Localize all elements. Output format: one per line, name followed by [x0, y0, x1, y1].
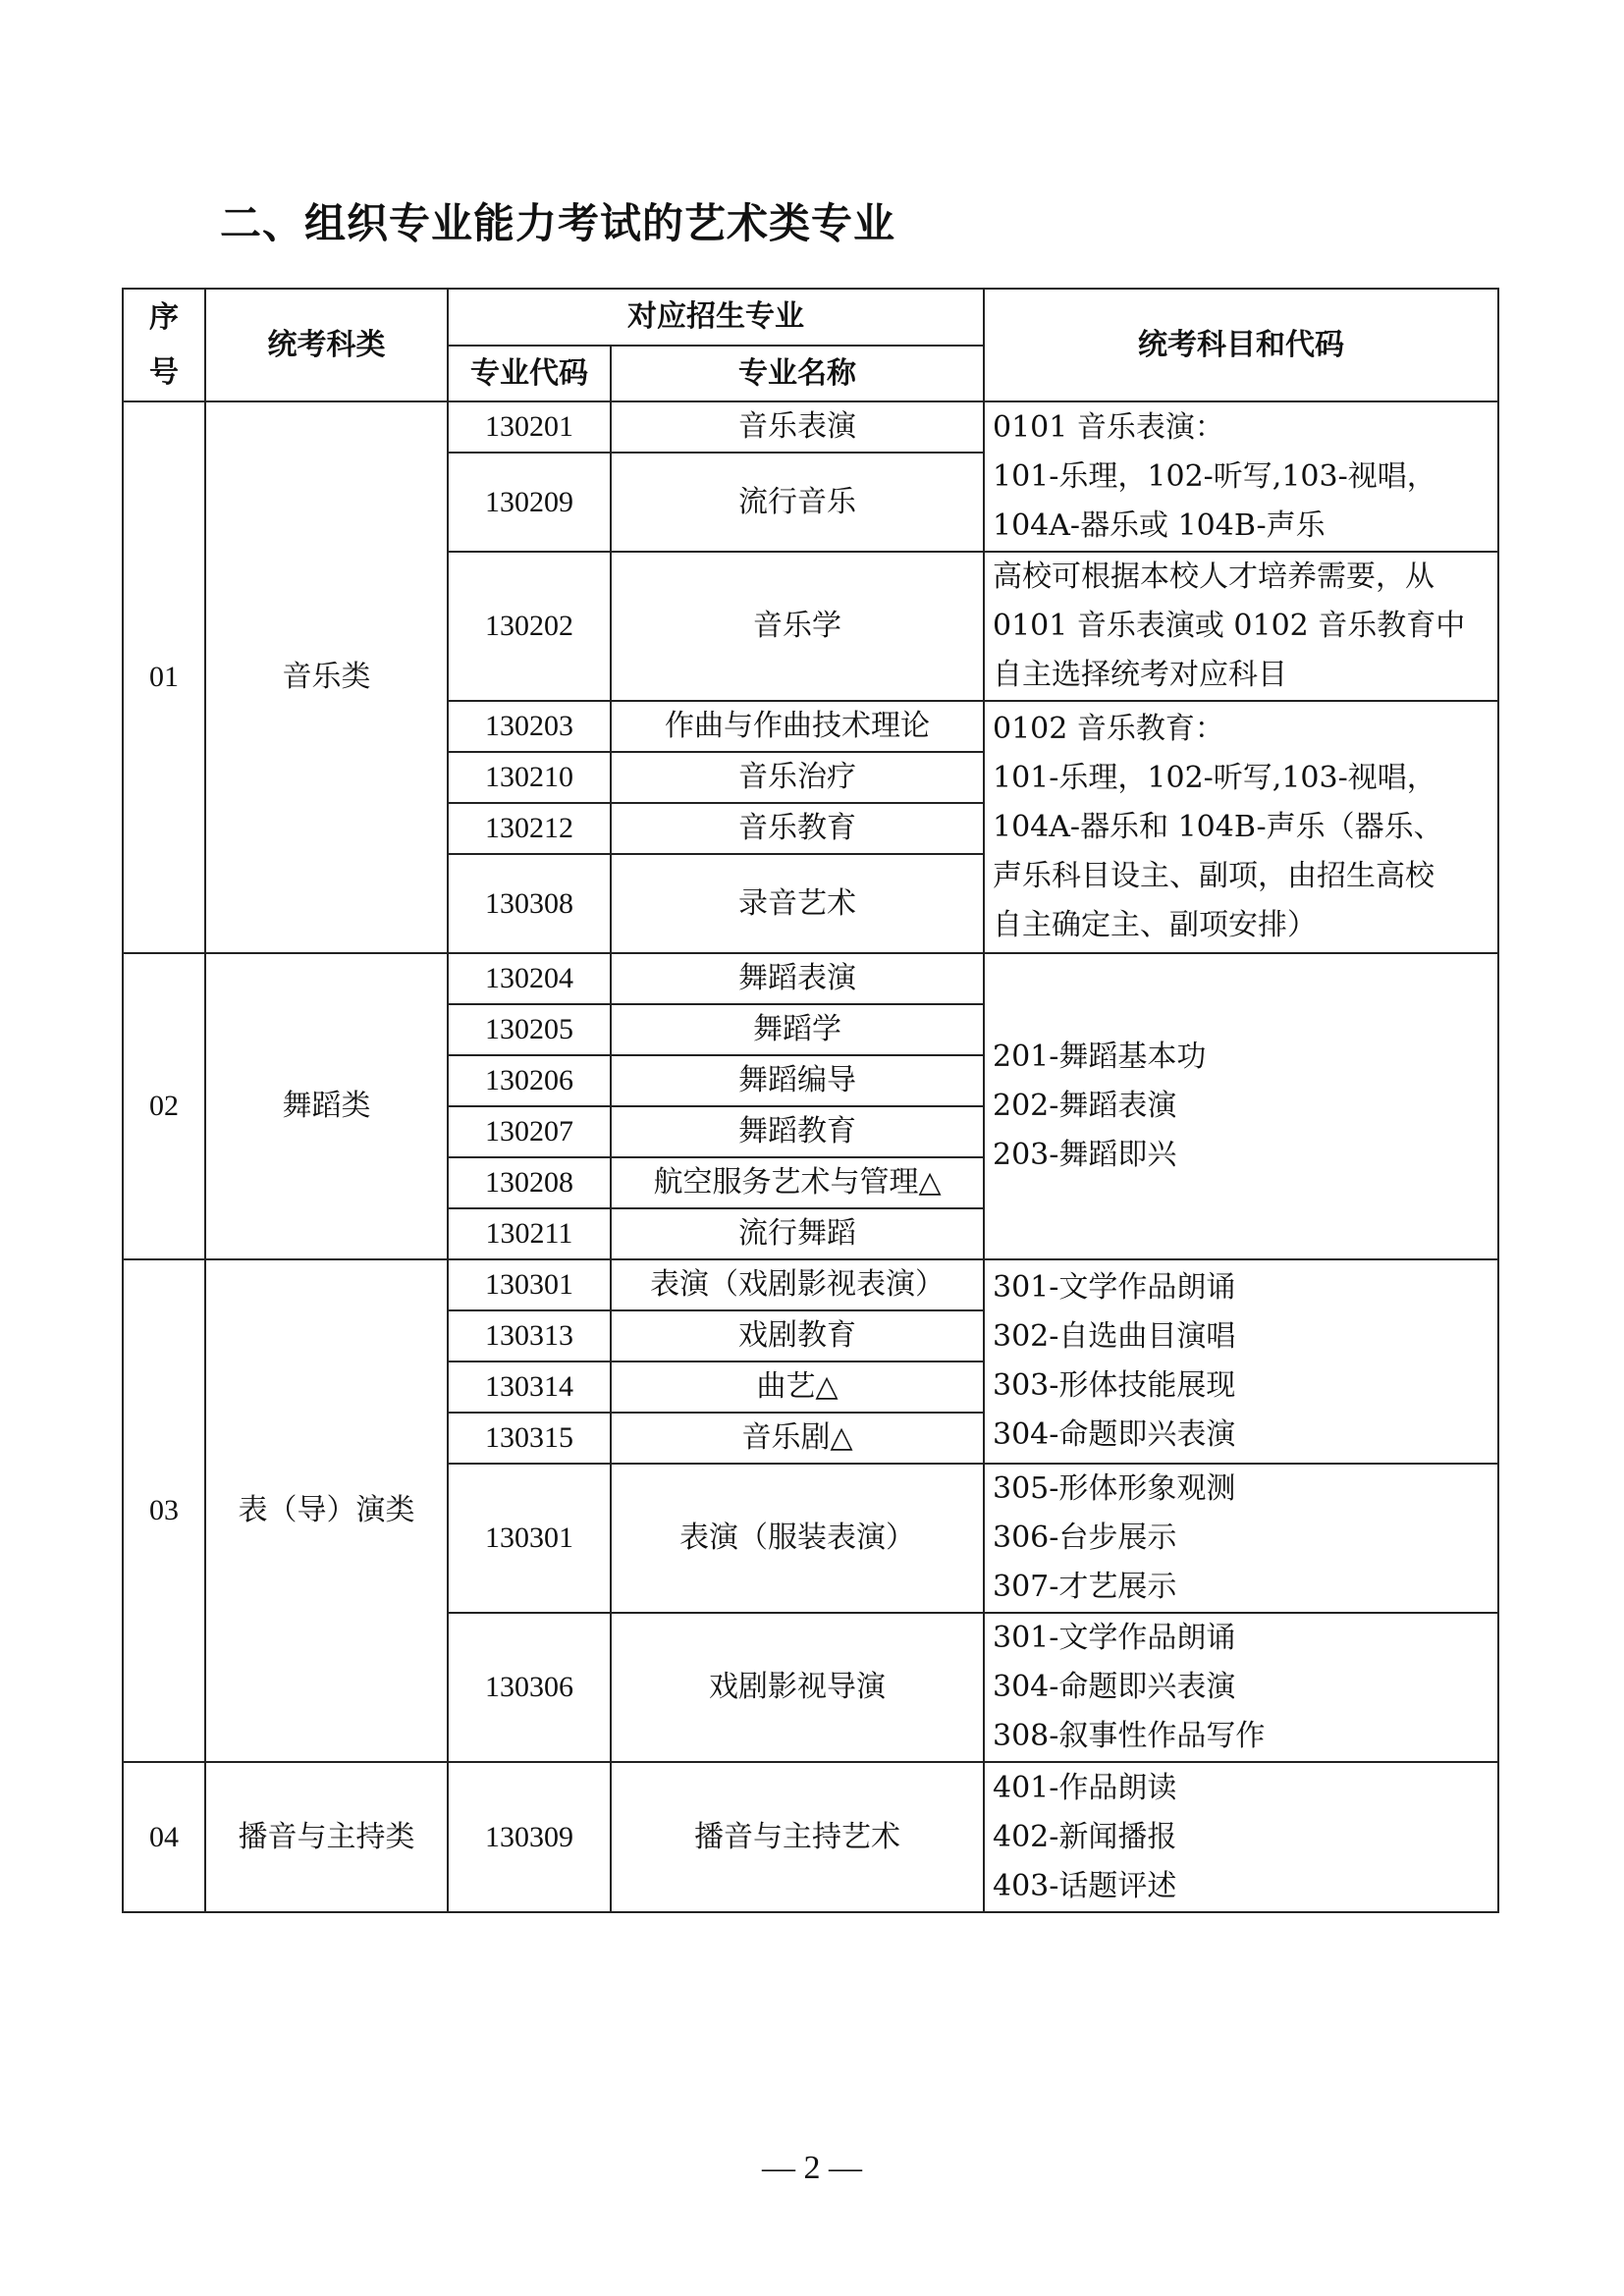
major-code: 130211 [448, 1208, 611, 1259]
subject-line: 202-舞蹈表演 [993, 1089, 1177, 1123]
art-majors-table [122, 288, 1499, 1913]
major-code: 130208 [448, 1157, 611, 1208]
subject-block [984, 1464, 1498, 1613]
major-name: 曲艺△ [611, 1362, 984, 1413]
category-name: 播音与主持类 [205, 1762, 448, 1912]
subject-line: 401-作品朗读 [993, 1770, 1177, 1805]
header-major-name: 专业名称 [611, 346, 984, 401]
subject-block [984, 552, 1498, 701]
table-row [123, 401, 1498, 453]
major-name: 播音与主持艺术 [611, 1762, 984, 1912]
category-name: 舞蹈类 [205, 953, 448, 1259]
major-name: 戏剧影视导演 [611, 1613, 984, 1762]
header-major-code: 专业代码 [448, 346, 611, 401]
subject-block [984, 953, 1498, 1259]
header-major-group: 对应招生专业 [448, 289, 984, 346]
major-name: 舞蹈学 [611, 1004, 984, 1055]
subject-block [984, 1613, 1498, 1762]
major-name: 音乐学 [611, 552, 984, 701]
major-name: 流行舞蹈 [611, 1208, 984, 1259]
subject-line: 101-乐理，102-听写,103-视唱， [993, 458, 1436, 494]
major-code: 130301 [448, 1259, 611, 1310]
subject-block [984, 1762, 1498, 1912]
subject-line: 304-命题即兴表演 [993, 1417, 1236, 1452]
subject-block [984, 1259, 1498, 1464]
major-code: 130209 [448, 453, 611, 552]
major-code: 130202 [448, 552, 611, 701]
subject-line: 301-文学作品朗诵 [993, 1270, 1236, 1305]
section-heading: 二、组织专业能力考试的艺术类专业 [220, 199, 896, 247]
major-code: 130212 [448, 803, 611, 854]
major-name: 录音艺术 [611, 854, 984, 953]
major-name: 音乐教育 [611, 803, 984, 854]
category-seq: 03 [123, 1259, 205, 1762]
major-code: 130301 [448, 1464, 611, 1613]
major-code: 130313 [448, 1310, 611, 1362]
major-name: 音乐表演 [611, 401, 984, 453]
major-name: 流行音乐 [611, 453, 984, 552]
subject-line: 0101 音乐表演： [993, 409, 1224, 445]
major-code: 130315 [448, 1413, 611, 1464]
category-name: 表（导）演类 [205, 1259, 448, 1762]
major-code: 130308 [448, 854, 611, 953]
header-seq: 序号 [123, 289, 205, 401]
major-code: 130205 [448, 1004, 611, 1055]
subject-line: 302-自选曲目演唱 [993, 1319, 1236, 1354]
category-name: 音乐类 [205, 401, 448, 953]
subject-line: 402-新闻播报 [993, 1819, 1177, 1854]
subject-line: 307-才艺展示 [993, 1570, 1177, 1604]
subject-line: 0102 音乐教育： [993, 711, 1224, 746]
major-name: 音乐治疗 [611, 752, 984, 803]
category-seq: 02 [123, 953, 205, 1259]
subject-line: 306-台步展示 [993, 1521, 1177, 1555]
major-name: 戏剧教育 [611, 1310, 984, 1362]
major-code: 130314 [448, 1362, 611, 1413]
subject-line: 203-舞蹈即兴 [993, 1138, 1177, 1172]
subject-line: 0101 音乐表演或 0102 音乐教育中 [993, 609, 1466, 643]
subject-block [984, 401, 1498, 552]
subject-line: 104A-器乐和 104B-声乐（器乐、 [993, 809, 1443, 844]
major-name: 作曲与作曲技术理论 [611, 701, 984, 752]
page-number: — 2 — [762, 2150, 862, 2186]
subject-line: 声乐科目设主、副项，由招生高校 [993, 858, 1435, 893]
major-name: 舞蹈教育 [611, 1106, 984, 1157]
header-subjects: 统考科目和代码 [984, 289, 1498, 401]
subject-line: 308-叙事性作品写作 [993, 1719, 1266, 1753]
major-code: 130203 [448, 701, 611, 752]
subject-line: 高校可根据本校人才培养需要，从 [993, 560, 1435, 594]
major-code: 130206 [448, 1055, 611, 1106]
major-code: 130204 [448, 953, 611, 1004]
major-name: 音乐剧△ [611, 1413, 984, 1464]
major-code: 130207 [448, 1106, 611, 1157]
subject-line: 301-文学作品朗诵 [993, 1621, 1236, 1655]
major-code: 130306 [448, 1613, 611, 1762]
category-seq: 04 [123, 1762, 205, 1912]
major-code: 130309 [448, 1762, 611, 1912]
subject-line: 201-舞蹈基本功 [993, 1040, 1207, 1074]
table-row [123, 1762, 1498, 1912]
category-seq: 01 [123, 401, 205, 953]
major-name: 航空服务艺术与管理△ [611, 1157, 984, 1208]
major-name: 表演（戏剧影视表演） [611, 1259, 984, 1310]
table-row [123, 1259, 1498, 1310]
table-row [123, 953, 1498, 1004]
subject-line: 304-命题即兴表演 [993, 1670, 1236, 1704]
major-code: 130201 [448, 401, 611, 453]
subject-line: 自主选择统考对应科目 [993, 658, 1287, 692]
major-code: 130210 [448, 752, 611, 803]
major-name: 舞蹈编导 [611, 1055, 984, 1106]
subject-line: 104A-器乐或 104B-声乐 [993, 507, 1326, 543]
subject-line: 403-话题评述 [993, 1868, 1177, 1903]
major-name: 舞蹈表演 [611, 953, 984, 1004]
subject-block [984, 701, 1498, 953]
subject-line: 自主确定主、副项安排） [993, 907, 1317, 942]
subject-line: 303-形体技能展现 [993, 1368, 1236, 1403]
subject-line: 305-形体形象观测 [993, 1471, 1236, 1506]
header-category: 统考科类 [205, 289, 448, 401]
major-name: 表演（服装表演） [611, 1464, 984, 1613]
subject-line: 101-乐理，102-听写,103-视唱， [993, 760, 1436, 795]
